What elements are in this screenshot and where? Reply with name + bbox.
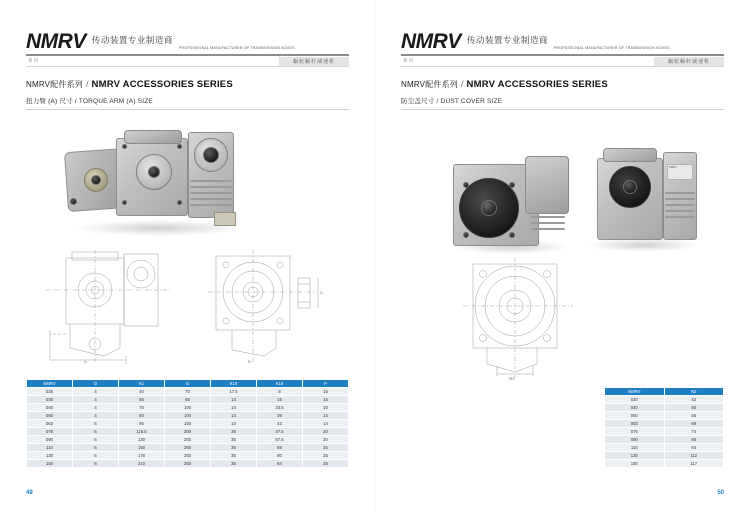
table-row [605, 436, 724, 444]
table-cell: 33.5 [257, 404, 303, 412]
table-cell: 130 [27, 452, 73, 460]
left-technical-drawings [26, 244, 349, 374]
table-cell: 025 [27, 388, 73, 396]
table-cell: 80 [119, 412, 165, 420]
dim-label-d: D [320, 290, 323, 295]
table-cell: 14 [211, 396, 257, 404]
table-cell: 4 [73, 388, 119, 396]
table-cell: 10 [303, 404, 349, 412]
left-brand-header [26, 22, 349, 56]
table-row [605, 444, 724, 452]
table-cell: 100 [165, 412, 211, 420]
table-cell: 075 [27, 428, 73, 436]
table-cell: 35 [211, 428, 257, 436]
table-cell: 6 [73, 452, 119, 460]
table-cell: 200 [165, 428, 211, 436]
right-photo-row [401, 120, 724, 260]
brand-logo: NMRV [401, 30, 461, 53]
table-cell: 95 [119, 420, 165, 428]
table-row [605, 412, 724, 420]
table-row [605, 420, 724, 428]
table-cell: 65 [165, 396, 211, 404]
table-cell: 35 [211, 436, 257, 444]
brand-cn-tagline: 传动装置专业制造商 [466, 35, 548, 45]
brand-product-label: 蜗轮蜗杆减速机 [279, 57, 349, 66]
table-cell: 4 [73, 412, 119, 420]
torque-arm-size-table [26, 379, 349, 468]
left-subtitle-slash: / [74, 98, 77, 105]
brand-en-tagline: PROFESSIONAL MANUFACTURER OF TRANSMISSION BOXES [178, 46, 295, 50]
table-row [605, 460, 724, 468]
table-cell: 15 [257, 396, 303, 404]
column-header: P [303, 380, 349, 388]
table-cell: 130 [119, 436, 165, 444]
table-cell: 70 [119, 404, 165, 412]
table-cell: 35 [211, 460, 257, 468]
table-cell: 43 [257, 420, 303, 428]
dim-label-n2: N2 [509, 376, 515, 380]
table-row [605, 452, 724, 460]
brand-logo: NMRV [26, 30, 86, 53]
table-cell: 6 [73, 428, 119, 436]
column-header: K10 [211, 380, 257, 388]
left-subtitle-cn: 扭力臂 (A) 尺寸 [26, 98, 73, 105]
table-cell: 84 [257, 460, 303, 468]
table-cell: 050 [27, 412, 73, 420]
drawing-dust-cover-view [437, 254, 627, 380]
column-header: D [73, 380, 119, 388]
table-cell: 20 [303, 428, 349, 436]
table-cell: 040 [605, 404, 665, 412]
table-cell: 150 [605, 460, 665, 468]
right-brand-subbar [401, 56, 724, 67]
table-cell: 090 [605, 436, 665, 444]
table-cell: 063 [605, 420, 665, 428]
dim-label-b: B [248, 359, 251, 364]
table-cell: 6 [73, 444, 119, 452]
brand-series-label: 系列 [403, 58, 414, 63]
table-cell: 14 [303, 412, 349, 420]
dim-label-a: A [84, 359, 87, 364]
left-title-slash: / [85, 79, 89, 90]
column-header: K18 [257, 380, 303, 388]
right-brand-header [401, 22, 724, 56]
table-row [27, 404, 349, 412]
left-table-wrap [26, 379, 349, 468]
right-title-en: NMRV ACCESSORIES SERIES [466, 79, 608, 90]
right-section-title [401, 79, 724, 90]
table-cell: 25 [303, 452, 349, 460]
table-cell: 25 [303, 444, 349, 452]
table-cell: 42 [664, 396, 724, 404]
brand-series-label: 系列 [28, 58, 39, 63]
gearbox-nameplate [214, 212, 236, 226]
table-row [27, 444, 349, 452]
left-brand-subbar [26, 56, 349, 67]
table-row [27, 460, 349, 468]
table-cell: 112 [664, 452, 724, 460]
table-cell: 57.5 [257, 436, 303, 444]
table-cell: 110 [605, 444, 665, 452]
table-cell: 030 [605, 396, 665, 404]
table-cell: 80 [257, 452, 303, 460]
table-cell: 20 [303, 436, 349, 444]
table-cell: 14 [211, 404, 257, 412]
table-cell: 55 [119, 396, 165, 404]
gearbox-photo-dust-cover-side [579, 138, 709, 254]
table-cell: 150 [119, 444, 165, 452]
right-page-number: 50 [717, 490, 724, 496]
table-cell: 8 [73, 460, 119, 468]
table-cell: 063 [27, 420, 73, 428]
right-title-slash: / [460, 79, 464, 90]
right-subtitle-en: DUST COVER SIZE [440, 98, 503, 105]
table-cell: 118.5 [119, 428, 165, 436]
table-cell: 50 [664, 404, 724, 412]
table-cell: 090 [27, 436, 73, 444]
table-cell: 6 [73, 436, 119, 444]
gearbox-photo-dust-cover-front [447, 154, 577, 254]
table-row [27, 436, 349, 444]
right-technical-drawings [401, 254, 724, 380]
table-cell: 075 [605, 428, 665, 436]
column-header: K1 [119, 380, 165, 388]
brand-en-tagline: PROFESSIONAL MANUFACTURER OF TRANSMISSION BOXES [553, 46, 670, 50]
table-header-row [605, 388, 724, 396]
left-page-number: 49 [26, 490, 33, 496]
table-cell: 40 [119, 388, 165, 396]
table-cell: 250 [165, 460, 211, 468]
left-section-subtitle [26, 96, 349, 110]
table-row [605, 404, 724, 412]
table-row [27, 412, 349, 420]
table-cell: 210 [119, 460, 165, 468]
table-cell: 39 [257, 412, 303, 420]
table-row [27, 452, 349, 460]
column-header: NMRV [27, 380, 73, 388]
table-cell: 15 [303, 388, 349, 396]
left-subtitle-en: TORQUE ARM (A) SIZE [78, 98, 153, 105]
table-cell: 050 [605, 412, 665, 420]
left-photo-row [26, 120, 349, 240]
table-row [27, 396, 349, 404]
table-cell: 100 [165, 404, 211, 412]
column-header: NMRV [605, 388, 665, 396]
table-cell: 6 [73, 420, 119, 428]
table-cell: 130 [605, 452, 665, 460]
table-cell: 117 [664, 460, 724, 468]
table-cell: 178 [119, 452, 165, 460]
right-subtitle-slash: / [436, 98, 439, 105]
table-cell: 8 [257, 388, 303, 396]
table-row [27, 428, 349, 436]
right-subtitle-cn: 防尘盖尺寸 [401, 98, 435, 105]
table-row [605, 428, 724, 436]
table-row [27, 388, 349, 396]
table-cell: 4 [73, 404, 119, 412]
table-cell: 15 [303, 396, 349, 404]
left-section-title [26, 79, 349, 90]
column-header: N2 [664, 388, 724, 396]
table-cell: 14 [211, 412, 257, 420]
table-cell: 030 [27, 396, 73, 404]
table-cell: 35 [211, 452, 257, 460]
table-cell: 69 [664, 420, 724, 428]
table-cell: 56 [664, 412, 724, 420]
table-cell: 68 [257, 444, 303, 452]
nameplate-text: NMRV [669, 166, 677, 169]
table-header-row [27, 380, 349, 388]
left-figures [26, 120, 349, 370]
table-cell: 040 [27, 404, 73, 412]
table-cell: 200 [165, 436, 211, 444]
table-cell: 85 [664, 436, 724, 444]
table-cell: 150 [165, 420, 211, 428]
table-row [27, 420, 349, 428]
left-title-cn: NMRV配件系列 [26, 80, 84, 89]
gearbox-nameplate [667, 164, 693, 180]
table-cell: 14 [303, 420, 349, 428]
table-cell: 250 [165, 452, 211, 460]
table-cell: 4 [73, 396, 119, 404]
brand-product-label: 蜗轮蜗杆减速机 [654, 57, 724, 66]
dust-cover-size-table [604, 387, 724, 468]
brand-cn-tagline: 传动装置专业制造商 [91, 35, 173, 45]
table-cell: 74 [664, 428, 724, 436]
table-cell: 35 [211, 444, 257, 452]
gearbox-photo-torque-arm [64, 124, 254, 236]
right-section-subtitle [401, 96, 724, 110]
table-cell: 70 [165, 388, 211, 396]
table-cell: 17.5 [211, 388, 257, 396]
right-page [375, 0, 750, 512]
table-cell: 94 [664, 444, 724, 452]
table-cell: 47.5 [257, 428, 303, 436]
right-table-wrap [604, 387, 724, 468]
table-cell: 250 [165, 444, 211, 452]
left-title-en: NMRV ACCESSORIES SERIES [91, 79, 233, 90]
table-cell: 25 [303, 460, 349, 468]
table-cell: 110 [27, 444, 73, 452]
right-title-cn: NMRV配件系列 [401, 80, 459, 89]
drawing-side-view [202, 244, 352, 364]
column-header: G [165, 380, 211, 388]
drawing-front-view [40, 244, 190, 364]
table-cell: 14 [211, 420, 257, 428]
table-cell: 150 [27, 460, 73, 468]
table-row [605, 396, 724, 404]
right-figures [401, 120, 724, 380]
